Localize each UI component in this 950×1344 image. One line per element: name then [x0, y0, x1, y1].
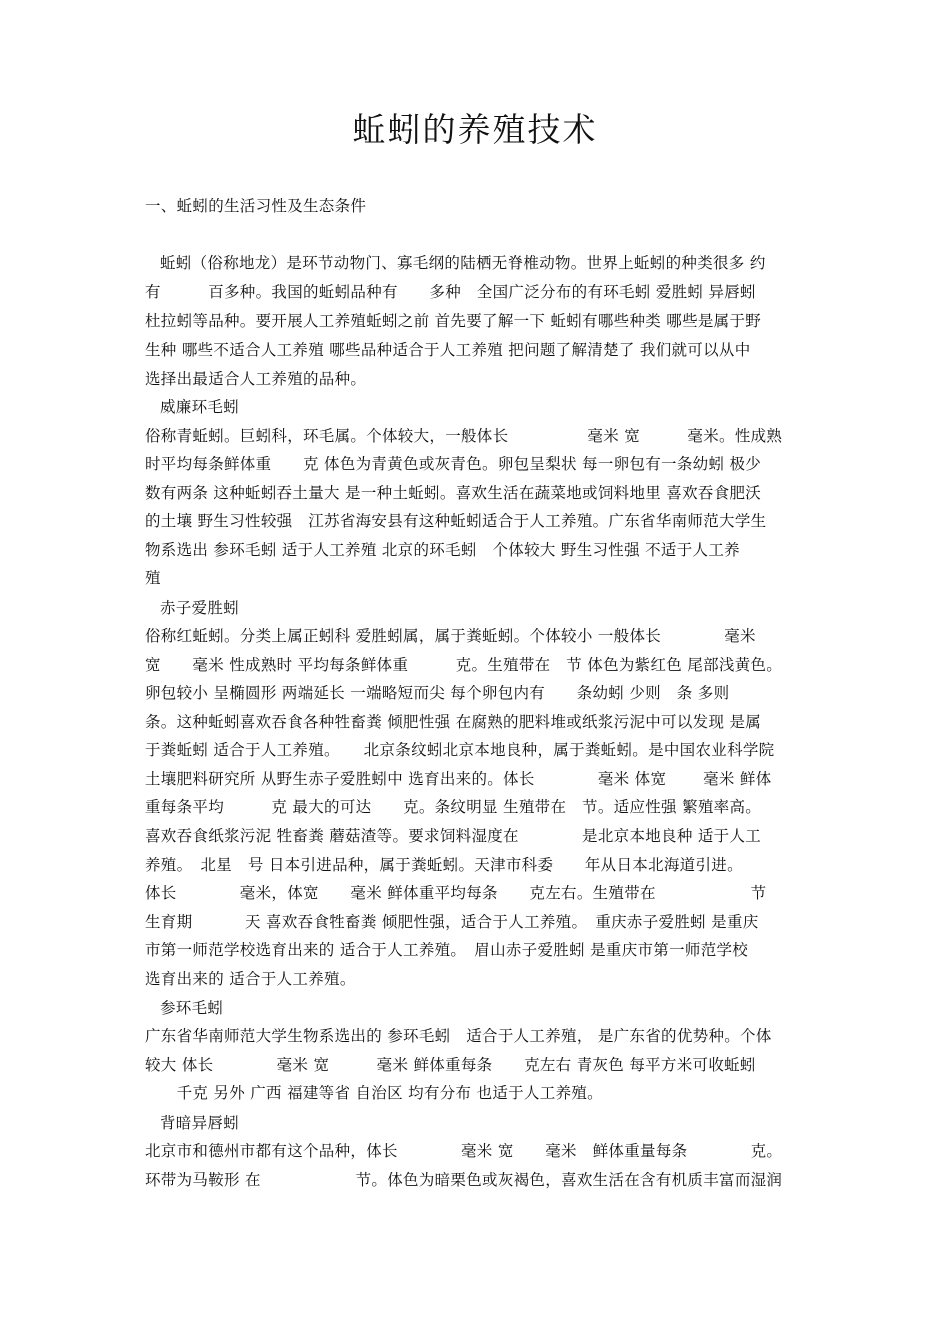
- text-line: 养殖。 北星 号 日本引进品种，属于粪蚯蚓。天津市科委 年从日本北海道引进。: [145, 856, 743, 874]
- text-line: 喜欢吞食纸浆污泥 牲畜粪 蘑菇渣等。要求饲料湿度在 是北京本地良种 适于人工: [145, 827, 762, 845]
- text-line: 俗称青蚯蚓。巨蚓科，环毛属。个体较大，一般体长 毫米 宽 毫米。性成熟: [145, 427, 783, 445]
- subheading: 参环毛蚓: [160, 999, 224, 1017]
- text-line: 市第一师范学校选育出来的 适合于人工养殖。 眉山赤子爱胜蚓 是重庆市第一师范学校: [145, 941, 749, 959]
- text-line: 生育期 天 喜欢吞食牲畜粪 倾肥性强，适合于人工养殖。 重庆赤子爱胜蚓 是重庆: [145, 913, 759, 931]
- text-line: 俗称红蚯蚓。分类上属正蚓科 爱胜蚓属，属于粪蚯蚓。个体较小 一般体长 毫米: [145, 627, 756, 645]
- text-line: 选择出最适合人工养殖的品种。: [145, 370, 367, 388]
- text-line: 时平均每条鲜体重 克 体色为青黄色或灰青色。卵包呈梨状 每一卵包有一条幼蚓 极少: [145, 455, 762, 473]
- text-line: 卵包较小 呈椭圆形 两端延长 一端略短而尖 每个卵包内有 条幼蚓 少则 条 多则: [145, 684, 730, 702]
- text-line: 环带为马鞍形 在 节。体色为暗栗色或灰褐色，喜欢生活在含有机质丰富而湿润: [145, 1171, 783, 1189]
- text-line: 的土壤 野生习性较强 江苏省海安县有这种蚯蚓适合于人工养殖。广东省华南师范大学生: [145, 512, 767, 530]
- text-line: 条。这种蚯蚓喜欢吞食各种牲畜粪 倾肥性强 在腐熟的肥料堆或纸浆污泥中可以发现 是属: [145, 713, 762, 731]
- text-line: 于粪蚯蚓 适合于人工养殖。 北京条纹蚓北京本地良种，属于粪蚯蚓。是中国农业科学院: [145, 741, 775, 759]
- text-line: 体长 毫米，体宽 毫米 鲜体重平均每条 克左右。生殖带在 节: [145, 884, 767, 902]
- text-line: 广东省华南师范大学生物系选出的 参环毛蚓 适合于人工养殖， 是广东省的优势种。个体: [145, 1027, 772, 1045]
- document-title: 蚯蚓的养殖技术: [352, 110, 598, 149]
- subheading: 背暗异唇蚓: [160, 1114, 240, 1132]
- subheading: 威廉环毛蚓: [160, 398, 240, 416]
- text-line: 殖: [145, 569, 161, 587]
- text-line: 宽 毫米 性成熟时 平均每条鲜体重 克。生殖带在 节 体色为紫红色 尾部浅黄色。: [145, 656, 783, 674]
- text-line: 数有两条 这种蚯蚓吞土量大 是一种土蚯蚓。喜欢生活在蔬菜地或饲料地里 喜欢吞食肥沃: [145, 484, 762, 502]
- text-line: 杜拉蚓等品种。要开展人工养殖蚯蚓之前 首先要了解一下 蚯蚓有哪些种类 哪些是属于野: [145, 312, 762, 330]
- text-line: 较大 体长 毫米 宽 毫米 鲜体重每条 克左右 青灰色 每平方米可收蚯蚓: [145, 1056, 756, 1074]
- text-line: 土壤肥料研究所 从野生赤子爱胜蚓中 选育出来的。体长 毫米 体宽 毫米 鲜体: [145, 770, 772, 788]
- text-line: 选育出来的 适合于人工养殖。: [145, 970, 356, 988]
- text-line: 北京市和德州市都有这个品种，体长 毫米 宽 毫米 鲜体重量每条 克。: [145, 1142, 783, 1160]
- text-line: 生种 哪些不适合人工养殖 哪些品种适合于人工养殖 把问题了解清楚了 我们就可以从中: [145, 341, 751, 359]
- text-line: 物系选出 参环毛蚓 适于人工养殖 北京的环毛蚓 个体较大 野生习性强 不适于人工养: [145, 541, 740, 559]
- text-line: 蚯蚓（俗称地龙）是环节动物门、寡毛纲的陆栖无脊椎动物。世界上蚯蚓的种类很多 约: [160, 254, 766, 272]
- subheading: 赤子爱胜蚓: [160, 599, 240, 617]
- section-heading: 一、蚯蚓的生活习性及生态条件: [145, 197, 367, 215]
- text-line: 千克 另外 广西 福建等省 自治区 均有分布 也适于人工养殖。: [145, 1084, 603, 1102]
- text-line: 有 百多种。我国的蚯蚓品种有 多种 全国广泛分布的有环毛蚓 爱胜蚓 异唇蚓: [145, 283, 756, 301]
- text-line: 重每条平均 克 最大的可达 克。条纹明显 生殖带在 节。适应性强 繁殖率高。: [145, 798, 762, 816]
